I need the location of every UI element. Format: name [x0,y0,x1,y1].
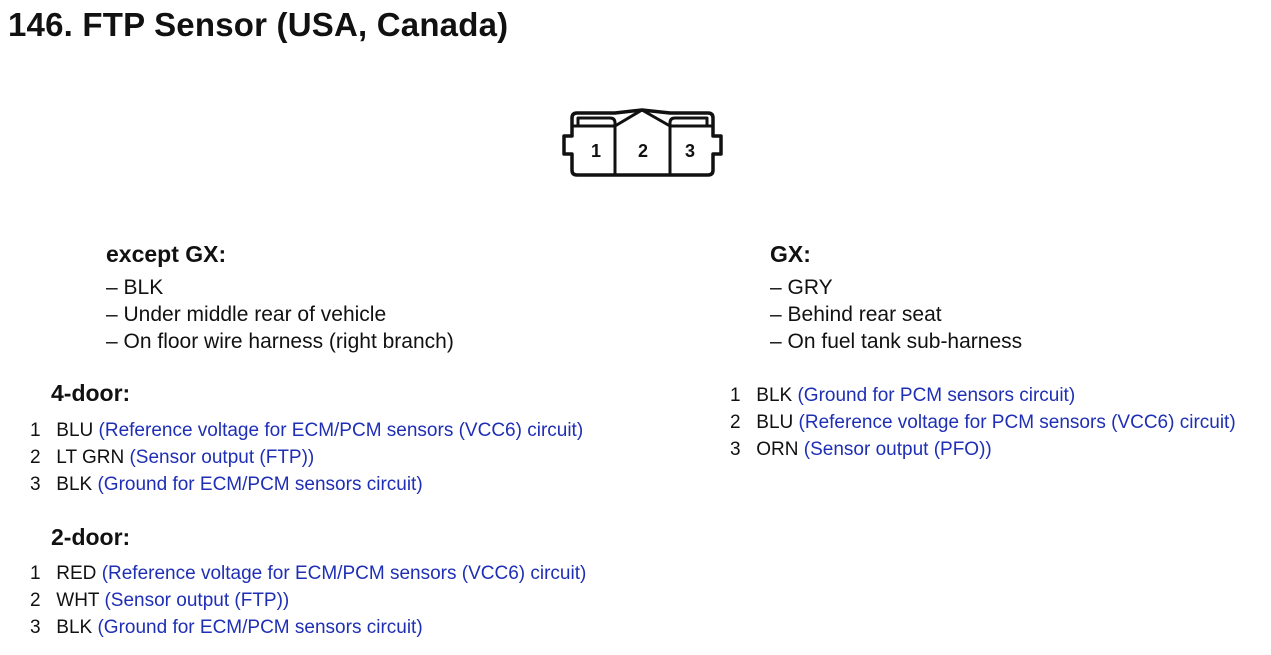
pin-number: 3 [30,474,41,495]
location-line: – Under middle rear of vehicle [106,303,387,326]
pin-description: (Ground for PCM sensors circuit) [797,385,1076,406]
pin-row [30,444,583,471]
two-door-pin-list [30,560,586,641]
four-door-pin-list [30,417,583,498]
pin-description: (Sensor output (FTP)) [129,447,315,468]
pin-number: 1 [30,563,41,584]
pin-label-1: 1 [590,141,602,161]
wire-color: BLU [756,412,799,433]
pin-row [30,587,586,614]
pin-number: 1 [30,420,41,441]
location-line: – BLK [106,276,164,299]
pin-description: (Ground for ECM/PCM sensors circuit) [97,617,423,638]
connector-diagram [558,104,728,182]
pin-description: (Sensor output (FTP)) [104,590,290,611]
pin-row [730,436,1236,463]
location-gx [770,240,1022,355]
two-door-heading: 2-door: [51,524,131,550]
pin-description: (Sensor output (PFO)) [803,439,992,460]
pin-number: 2 [730,412,741,433]
wire-color: BLK [756,385,798,406]
location-line: – Behind rear seat [770,303,942,326]
wire-color: BLU [56,420,99,441]
pin-description: (Reference voltage for PCM sensors (VCC6) circuit) [798,412,1236,433]
four-door-heading: 4-door: [51,380,131,406]
location-line: – On fuel tank sub-harness [770,330,1023,353]
pin-row [730,409,1236,436]
pin-number: 3 [730,439,741,460]
pin-row [30,560,586,587]
wire-color: ORN [756,439,804,460]
location-heading: except GX: [106,241,227,267]
pin-row [30,614,586,641]
pin-label-3: 3 [684,141,696,161]
page-title: 146. FTP Sensor (USA, Canada) [8,6,509,43]
location-line: – On floor wire harness (right branch) [106,330,454,353]
gx-pin-list [730,382,1236,463]
wire-color: BLK [56,474,98,495]
location-line: – GRY [770,276,833,299]
pin-number: 1 [730,385,741,406]
wire-color: LT GRN [56,447,130,468]
pin-number: 3 [30,617,41,638]
pin-row [30,417,583,444]
wire-color: RED [56,563,102,584]
wire-color: BLK [56,617,98,638]
pin-label-2: 2 [637,141,649,161]
pin-number: 2 [30,590,41,611]
pin-row [30,471,583,498]
location-except-gx [106,240,454,355]
pin-number: 2 [30,447,41,468]
connector-face-icon [558,104,728,182]
pin-description: (Ground for ECM/PCM sensors circuit) [97,474,423,495]
pin-description: (Reference voltage for ECM/PCM sensors (VCC6) circuit) [98,420,584,441]
pin-row [730,382,1236,409]
pin-description: (Reference voltage for ECM/PCM sensors (VCC6) circuit) [101,563,587,584]
location-heading: GX: [770,241,811,267]
wire-color: WHT [56,590,105,611]
